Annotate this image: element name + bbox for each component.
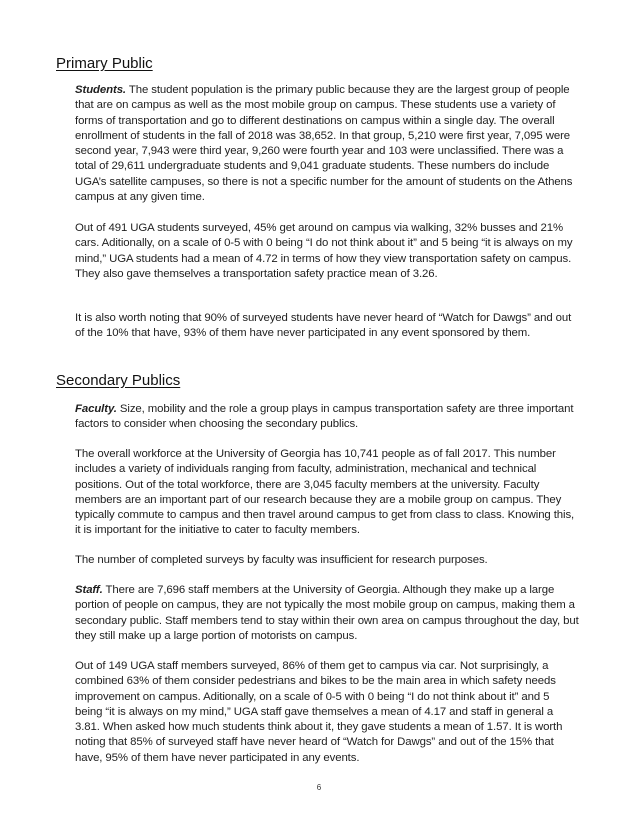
watch-for-dawgs-paragraph: It is also worth noting that 90% of surveyed students have never heard of “Watch for Dawgs” and out of the 10% that have, 93% of them have never participated in any event sponsored by them. [75,312,572,340]
staff-text: There are 7,696 staff members at the University of Georgia. Although they make up a large portion of people on campus, they are not typically the most mobile group on campus, making them a secondary public. Staff members tend to stay within their own area on campus throughout the day, but they still make up a large portion of motorists on campus. [75,584,579,642]
faculty-text: Size, mobility and the role a group plays in campus transportation safety are three important factors to consider when choosing the secondary publics. [75,403,574,431]
student-survey-paragraph: Out of 491 UGA students surveyed, 45% get around on campus via walking, 32% busses and 21% cars. Aditionally, on a scale of 0-5 with 0 being “I do not think about it” and 5 being “it is always on my mind,” UGA students had a mean of 4.72 in terms of how they view transportation safety on campus. They also gave themselves a transportation safety practice mean of 3.26. [75,222,573,280]
faculty-paragraph [75,402,579,433]
students-label: Students. [75,84,126,96]
faculty-label: Faculty. [75,403,117,415]
primary-public-heading: Primary Public [56,55,153,72]
students-paragraph [75,83,579,205]
secondary-publics-heading: Secondary Publics [56,372,181,389]
page-number: 6 [316,783,322,792]
staff-label: Staff. [75,584,103,596]
staff-paragraph [75,583,579,644]
faculty-insufficient-paragraph: The number of completed surveys by faculty was insufficient for research purposes. [75,554,488,566]
students-text: The student population is the primary public because they are the largest group of people that are on campus as well as the most mobile group on campus. These students use a variety of forms of transportation and go to different destinations on campus within a single day. The overall enrollment of students in the fall of 2018 was 38,652. In that group, 5,210 were first year, 7,095 were second year, 7,943 were third year, 9,260 were fourth year and 103 were unclassified. There was a total of 29,611 undergraduate students and 9,041 graduate students. These numbers do include UGA’s satellite campuses, so there is not a specific number for the amount of students on the Athens campus at any given time. [75,84,573,204]
workforce-paragraph: The overall workforce at the University of Georgia has 10,741 people as of fall 2017. This number includes a variety of individuals ranging from faculty, administration, mechanical and technical positions. Out of the total workforce, there are 3,045 faculty members at the university. Faculty members are an important part of our research because they are a mobile group on campus. They typically commute to campus and then travel around campus to get from class to class. Knowing this, it is important for the initiative to cater to faculty members. [75,448,575,537]
staff-survey-paragraph: Out of 149 UGA staff members surveyed, 86% of them get to campus via car. Not surprisingly, a combined 63% of them consider pedestrians and bikes to be the main area in which safety needs improvement on campus. Aditionally, on a scale of 0-5 with 0 being “I do not think about it” and 5 being “it is always on my mind,” UGA staff gave themselves a mean of 4.17 and staff in general a 3.81. When asked how much students think about it, they gave students a mean of 1.57. It is worth noting that 85% of surveyed staff have never heard of “Watch for Dawgs” and out of the 15% that have, 95% of them have never participated in any events. [75,660,563,764]
